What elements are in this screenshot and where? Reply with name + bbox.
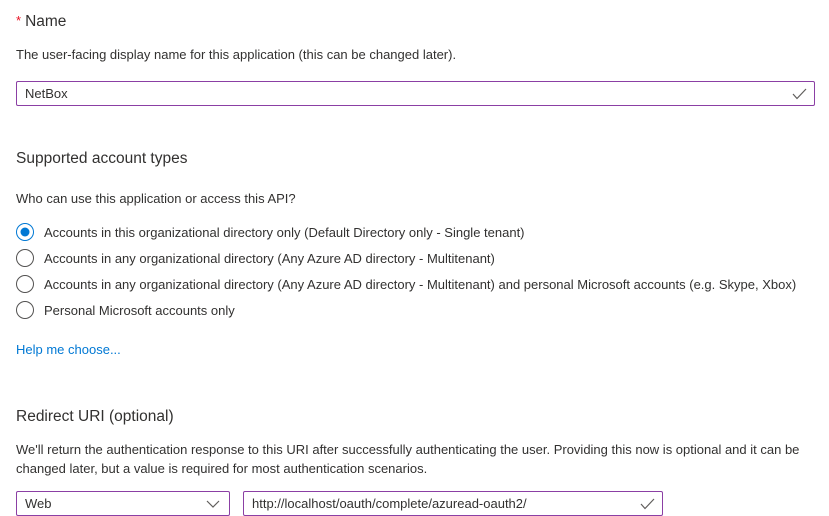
radio-option-single-tenant[interactable] [16,219,815,245]
radio-option-personal-only[interactable] [16,297,815,323]
name-input[interactable] [16,81,815,106]
radio-option-label: Accounts in any organizational directory (Any Azure AD directory - Multitenant) and personal Microsoft accounts (e.g. Skype, Xbox) [44,276,797,292]
name-title-text: Name [25,13,67,30]
account-types-section [16,150,815,359]
redirect-uri-input[interactable] [243,491,663,516]
radio-option-label: Personal Microsoft accounts only [44,302,235,318]
redirect-uri-controls [16,491,815,516]
name-description: The user-facing display name for this application (this can be changed later). [16,47,457,62]
platform-selected-value: Web [25,496,52,511]
help-me-choose-link[interactable]: Help me choose... [16,342,121,357]
radio-button-icon [16,301,34,319]
redirect-uri-description: We'll return the authentication response to this URI after successfully authenticating the user. Providing this now is optional and it can be changed later, but a value is required for most authentication scenarios. [16,442,800,476]
account-types-question: Who can use this application or access this API? [16,191,296,206]
chevron-down-icon [206,500,220,508]
redirect-uri-input-container [243,491,663,516]
name-section-title [16,12,815,31]
radio-button-icon [16,249,34,267]
radio-option-multitenant-personal[interactable] [16,271,815,297]
redirect-uri-section [16,408,815,516]
platform-select-dropdown[interactable] [16,491,230,516]
radio-option-multitenant[interactable] [16,245,815,271]
radio-option-label: Accounts in this organizational directory only (Default Directory only - Single tenant) [44,224,525,240]
account-types-title: Supported account types [16,150,188,167]
radio-option-label: Accounts in any organizational directory (Any Azure AD directory - Multitenant) [44,250,495,266]
name-input-container [16,81,815,106]
required-asterisk: * [16,13,22,28]
radio-button-icon [16,223,34,241]
account-types-radio-group [16,219,815,323]
radio-button-icon [16,275,34,293]
redirect-uri-title: Redirect URI (optional) [16,408,174,425]
